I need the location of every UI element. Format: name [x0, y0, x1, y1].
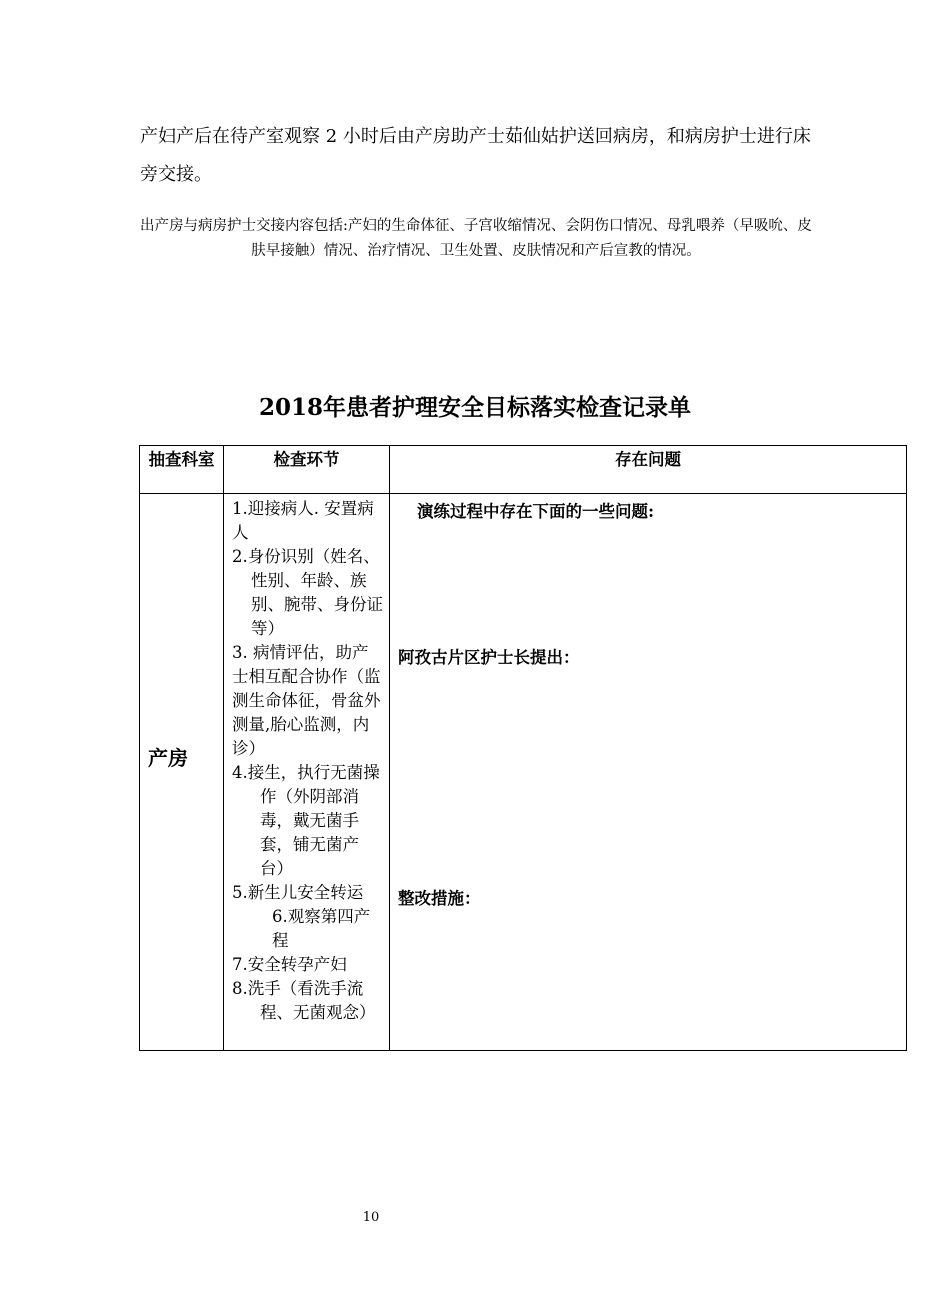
table-header-row — [140, 446, 907, 494]
step-item: 6.观察第四产程 — [272, 907, 371, 950]
handover-content-paragraph: 出产房与病房护士交接内容包括:产妇的生命体征、子宫收缩情况、会阴伤口情况、母乳喂养（早吸吮、皮肤早接触）情况、治疗情况、卫生处置、皮肤情况和产后宣教的情况。 — [140, 218, 812, 259]
problems-intro: 演练过程中存在下面的一些问题: — [417, 502, 655, 521]
step-item: 4.接生，执行无菌操作（外阴部消毒，戴无菌手套，铺无菌产台） — [232, 763, 380, 878]
measures-label: 整改措施： — [398, 889, 481, 908]
step-item: 5.新生儿安全转运 — [232, 883, 364, 902]
record-title: 2018年患者护理安全目标落实检查记录单 — [258, 394, 691, 421]
header-department: 抽查科室 — [140, 446, 224, 494]
problems-cell — [390, 494, 907, 1051]
inspection-record-table — [139, 445, 907, 1051]
steps-cell — [224, 494, 390, 1051]
page-number: 10 — [362, 1210, 380, 1225]
head-nurse-label: 阿孜古片区护士长提出： — [398, 648, 580, 667]
step-item: 1.迎接病人. 安置病人 — [232, 499, 374, 542]
table-row — [140, 494, 907, 1051]
step-item: 7.安全转孕产妇 — [232, 955, 347, 974]
step-item: 3. 病情评估，助产士相互配合协作（监测生命体征，骨盆外测量,胎心监测，内诊） — [232, 643, 381, 758]
step-item: 2.身份识别（姓名、性别、年龄、族别、腕带、身份证等） — [232, 547, 383, 638]
body-paragraph: 产妇产后在待产室观察 2 小时后由产房助产士茹仙姑护送回病房，和病房护士进行床旁交接。 — [140, 126, 811, 185]
header-inspection-step: 检查环节 — [224, 446, 390, 494]
header-problems: 存在问题 — [390, 446, 907, 494]
department-cell: 产房 — [140, 494, 224, 1051]
step-item: 8.洗手（看洗手流程、无菌观念） — [232, 979, 376, 1022]
